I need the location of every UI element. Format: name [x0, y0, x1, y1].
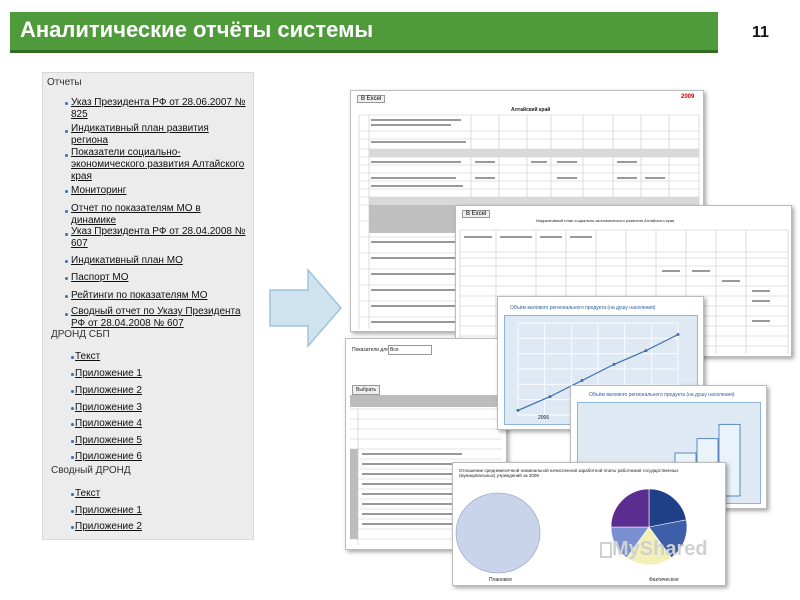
bullet	[65, 295, 68, 298]
excel-export-button[interactable]: В Excel	[357, 95, 385, 103]
excel-export-button-2[interactable]: В Excel	[462, 210, 490, 218]
drond-sbp-appendix-1[interactable]: Приложение 1	[75, 368, 142, 379]
bullet	[71, 407, 74, 410]
page-number: 11	[752, 24, 769, 41]
menu-item-mo-passport[interactable]: Паспорт МО	[71, 272, 129, 283]
bullet	[71, 456, 74, 459]
drond-sbp-appendix-6[interactable]: Приложение 6	[75, 451, 142, 462]
menu-item-summary-607[interactable]: Сводный отчет по Указу Президента РФ от 28.04.2008 № 607	[71, 306, 241, 329]
form-label: Показатели для	[352, 347, 389, 353]
pie-slice-plan	[456, 493, 540, 573]
pie-left-label: Плановое	[489, 577, 512, 583]
bullet	[65, 102, 68, 105]
pie-chart-title: Отношение среднемесячной номинальной начисленной заработной платы работников государственных (муниципальных) учреждений за 2009	[459, 468, 679, 478]
bullet	[65, 233, 68, 236]
menu-item-mo-plan[interactable]: Индикативный план МО	[71, 255, 183, 266]
menu-item-regional-plan[interactable]: Индикативный план развития региона	[71, 123, 209, 146]
drond-sbp-appendix-4[interactable]: Приложение 4	[75, 418, 142, 429]
form-submit-button[interactable]: Выбрать	[352, 385, 380, 395]
bullet	[65, 190, 68, 193]
bullet	[71, 510, 74, 513]
chart1-year-label: 2006	[538, 415, 550, 421]
form-select[interactable]: Все	[388, 345, 432, 355]
menu-item-socio-economic[interactable]: Показатели социально-экономического развития Алтайского края	[71, 147, 245, 182]
menu-item-monitoring[interactable]: Мониторинг	[71, 185, 127, 196]
doc1-title: Алтайский край	[511, 107, 551, 113]
menu-item-mo-dynamics[interactable]: Отчет по показателям МО в динамике	[71, 203, 201, 226]
bullet	[65, 154, 68, 157]
chart1-title: Объём валового регионального продукта (на душу населения)	[510, 305, 656, 311]
bullet	[71, 373, 74, 376]
watermark-icon	[600, 542, 612, 558]
data-point	[581, 379, 584, 382]
menu-item-decree-607[interactable]: Указ Президента РФ от 28.04.2008 № 607	[71, 226, 246, 249]
menu-item-mo-ratings[interactable]: Рейтинги по показателям МО	[71, 290, 208, 301]
watermark: MyShared	[612, 538, 708, 560]
drond-sbp-appendix-3[interactable]: Приложение 3	[75, 402, 142, 413]
pie-right-label: Фактическое	[649, 577, 679, 583]
data-point	[613, 363, 616, 366]
section-drond-sbp: ДРОНД СБП	[51, 329, 110, 340]
bullet	[65, 260, 68, 263]
summary-drond-appendix-2[interactable]: Приложение 2	[75, 521, 142, 532]
data-point	[677, 333, 680, 336]
menu-item-decree-825[interactable]: Указ Президента РФ от 28.06.2007 № 825	[71, 97, 246, 120]
data-point	[517, 409, 520, 412]
summary-drond-text[interactable]: Текст	[75, 488, 101, 499]
title-bar	[10, 12, 718, 53]
drond-sbp-appendix-2[interactable]: Приложение 2	[75, 385, 142, 396]
drond-sbp-appendix-5[interactable]: Приложение 5	[75, 435, 142, 446]
pie-charts	[453, 463, 725, 585]
logo: 2009	[681, 94, 695, 100]
bullet	[71, 423, 74, 426]
bullet	[65, 313, 68, 316]
chart2-title: Объём валового регионального продукта (на душу населения)	[589, 392, 735, 398]
bullet	[65, 130, 68, 133]
chart-thumbnail-pie	[452, 462, 726, 586]
bullet	[71, 526, 74, 529]
pie-slice	[611, 489, 649, 527]
summary-drond-appendix-1[interactable]: Приложение 1	[75, 505, 142, 516]
bullet	[71, 440, 74, 443]
bullet	[71, 493, 74, 496]
drond-sbp-text[interactable]: Текст	[75, 351, 101, 362]
arrow-right-icon	[268, 268, 343, 348]
section-summary-drond: Сводный ДРОНД	[51, 465, 131, 476]
bullet	[71, 390, 74, 393]
bullet	[65, 210, 68, 213]
doc2-title: Индикативный план социально-экономического развития Алтайского края	[536, 218, 675, 223]
data-point	[549, 395, 552, 398]
page-title: Аналитические отчёты системы	[20, 17, 374, 42]
reports-menu	[42, 72, 254, 540]
section-reports: Отчеты	[47, 77, 82, 88]
data-point	[645, 349, 648, 352]
bullet	[71, 356, 74, 359]
bullet	[65, 277, 68, 280]
